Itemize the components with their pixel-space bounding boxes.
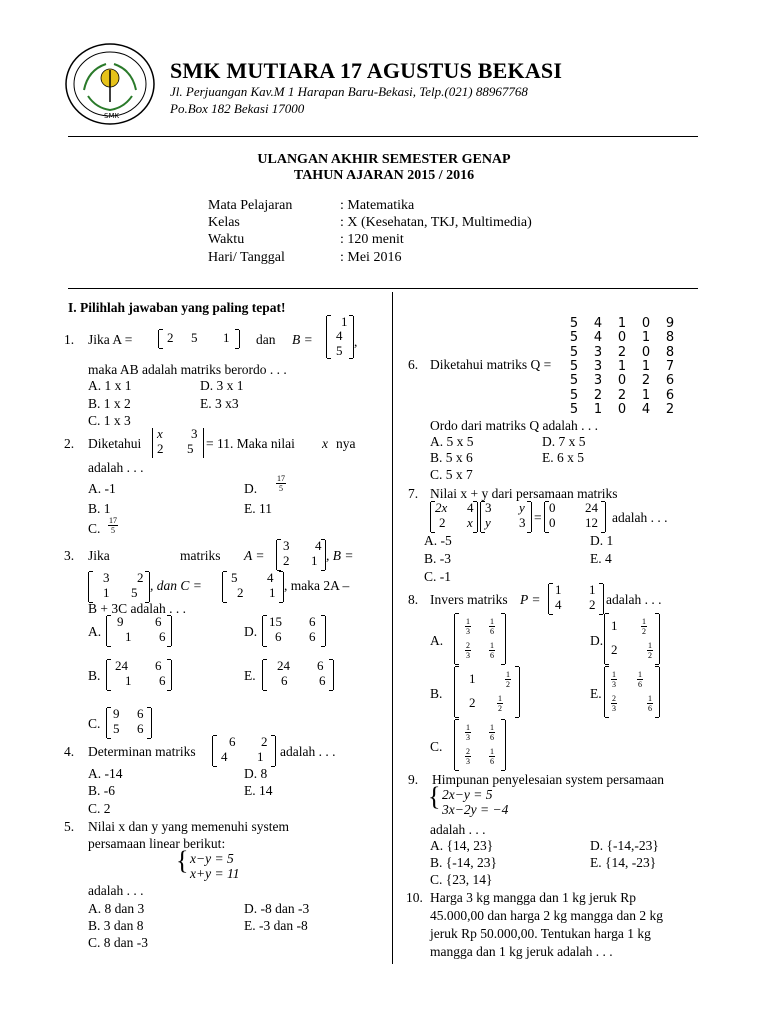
option-e[interactable]: E. 6 x 5 <box>542 450 584 465</box>
option-b[interactable]: B. -3 <box>424 551 451 566</box>
q2-text-d: nya <box>336 436 356 451</box>
q3-line3: B + 3C adalah . . . <box>88 601 186 616</box>
matrix-cell: 5 <box>336 343 343 358</box>
matrix-cell: 0 <box>641 344 651 360</box>
matrix-cell: 1 <box>589 582 596 597</box>
option-d[interactable]: D. <box>244 481 258 496</box>
matrix-cell: 6 <box>665 387 675 403</box>
fraction: $\frac{1}{6}$ <box>490 723 494 742</box>
matrix-cell: 0 <box>641 316 651 331</box>
q6-line2: Ordo dari matriks Q adalah . . . <box>430 418 598 433</box>
option-a[interactable]: A. 1 x 1 <box>88 378 132 393</box>
fraction: $\frac{1}{6}$ <box>648 694 652 713</box>
option-d[interactable]: D. 1 <box>590 533 614 548</box>
option-d[interactable]: D. -8 dan -3 <box>244 901 310 916</box>
matrix-option-b <box>454 667 520 717</box>
option-a[interactable]: A. 5 x 5 <box>430 434 474 449</box>
fraction: $\frac{1}{3}$ <box>612 670 616 689</box>
q5-line2: persamaan linear berikut: <box>88 836 226 851</box>
q4-text-b: adalah . . . <box>280 744 336 759</box>
info-label: Kelas <box>208 215 240 230</box>
option-c[interactable]: C. 8 dan -3 <box>88 935 148 950</box>
q8-text-a: Invers matriks <box>430 592 508 607</box>
question-number: 2. <box>64 436 75 451</box>
equation: x−y = 5 <box>190 851 234 866</box>
matrix-cell: 1 <box>641 330 651 346</box>
matrix-cell: 1 <box>611 618 618 633</box>
fraction: $\frac{1}{2}$ <box>648 641 652 660</box>
matrix-cell: 6 <box>309 614 316 629</box>
matrix-cell: 4 <box>267 570 274 585</box>
option-b[interactable]: B. 1 x 2 <box>88 396 131 411</box>
matrix-cell: 5 <box>569 387 579 403</box>
matrix-cell: 3 <box>485 500 492 515</box>
matrix-cell: 4 <box>336 328 343 343</box>
option-b[interactable]: B. {-14, 23} <box>430 855 497 870</box>
matrix-cell: 3 <box>593 344 603 360</box>
matrix-option-d <box>262 616 326 646</box>
matrix-cell: 5 <box>569 316 579 331</box>
fraction: $\frac{2}{3}$ <box>466 641 470 660</box>
matrix-cell: 2 <box>137 570 144 585</box>
option-c[interactable]: C. <box>88 716 101 731</box>
option-d[interactable]: D. 3 x 1 <box>200 378 244 393</box>
matrix-cell: 1 <box>125 673 132 688</box>
q3-text-d: , B = <box>326 548 354 563</box>
denominator: 5 <box>111 526 115 535</box>
question-number: 7. <box>408 486 419 501</box>
option-d[interactable]: D. {-14,-23} <box>590 838 659 853</box>
q1-text-c: B = <box>292 332 313 347</box>
option-e[interactable]: E. -3 dan -8 <box>244 918 308 933</box>
fraction: $\frac{1}{6}$ <box>490 747 494 766</box>
fraction: $\frac{1}{2}$ <box>506 670 510 689</box>
matrix-cell: 6 <box>281 673 288 688</box>
matrix-cell: x <box>467 515 473 530</box>
matrix-cell: 5 <box>569 344 579 360</box>
option-b[interactable]: B. 1 <box>88 501 111 516</box>
option-c[interactable]: C. -1 <box>424 569 451 584</box>
matrix-cell: 1 <box>103 585 110 600</box>
matrix-cell: y <box>485 515 491 530</box>
matrix-cell: 5 <box>191 330 198 345</box>
matrix-option-c <box>106 708 152 738</box>
q2-line2: adalah . . . <box>88 460 144 475</box>
matrix-a <box>276 540 326 570</box>
option-c[interactable]: C. {23, 14} <box>430 872 493 887</box>
option-a[interactable]: A. <box>430 633 444 648</box>
option-e[interactable]: E. 3 x3 <box>200 396 239 411</box>
option-a[interactable]: A. {14, 23} <box>430 838 494 853</box>
matrix-cell: 1 <box>641 387 651 403</box>
option-b[interactable]: B. <box>88 668 101 683</box>
q10-line: mangga dan 1 kg jeruk adalah . . . <box>430 944 613 959</box>
matrix-cell: 6 <box>309 629 316 644</box>
matrix-cell: 6 <box>319 673 326 688</box>
fraction: $\frac{1}{2}$ <box>498 694 502 713</box>
option-b[interactable]: B. 5 x 6 <box>430 450 473 465</box>
option-e[interactable]: E. <box>590 686 602 701</box>
fraction: $\frac{1}{2}$ <box>642 617 646 636</box>
matrix-cell: 2 <box>469 695 476 710</box>
option-d[interactable]: D. 8 <box>244 766 268 781</box>
matrix-cell: 2 <box>593 387 603 403</box>
equation: 3x−2y = −4 <box>442 802 509 817</box>
matrix-cell: 5 <box>569 330 579 346</box>
matrix-cell: 2 <box>641 373 651 389</box>
matrix-cell: 2 <box>157 441 164 456</box>
matrix-cell: 24 <box>585 500 598 515</box>
matrix-q <box>568 316 688 416</box>
q3-text-a: Jika <box>88 548 110 563</box>
matrix-a <box>158 330 240 348</box>
matrix-cell: 0 <box>617 401 627 417</box>
section-heading: I. Pilihlah jawaban yang paling tepat! <box>68 300 286 315</box>
matrix-c <box>222 572 284 602</box>
matrix-cell: 1 <box>341 314 348 329</box>
matrix-cell: 5 <box>569 358 579 374</box>
q1-line2: maka AB adalah matriks berordo . . . <box>88 362 287 377</box>
option-b[interactable]: B. -6 <box>88 783 115 798</box>
question-number: 6. <box>408 357 419 372</box>
matrix-cell: 6 <box>155 614 162 629</box>
info-label: Waktu <box>208 232 245 247</box>
option-a[interactable]: A. -14 <box>88 766 123 781</box>
q3-text-f: , maka 2A – <box>284 578 350 593</box>
matrix-cell: 0 <box>549 515 556 530</box>
exam-year: TAHUN AJARAN 2015 / 2016 <box>293 168 475 183</box>
option-e[interactable]: E. 11 <box>244 501 272 516</box>
matrix-cell: 6 <box>137 706 144 721</box>
section-divider <box>68 288 698 289</box>
option-a[interactable]: A. -1 <box>88 481 116 496</box>
matrix-cell: 4 <box>593 330 603 346</box>
matrix-cell: 6 <box>159 629 166 644</box>
q7-line1: Nilai x + y dari persamaan matriks <box>430 486 618 501</box>
equation: 2x−y = 5 <box>442 787 493 802</box>
matrix-cell: 3 <box>519 515 526 530</box>
matrix-cell: 8 <box>665 330 675 346</box>
option-d[interactable]: D. 7 x 5 <box>542 434 586 449</box>
question-number: 8. <box>408 592 419 607</box>
q1-text-b: dan <box>256 332 276 347</box>
matrix-2 <box>480 502 532 532</box>
option-c[interactable]: C. 2 <box>88 801 111 816</box>
question-number: 10. <box>406 890 423 905</box>
info-value: : X (Kesehatan, TKJ, Multimedia) <box>340 215 532 230</box>
matrix-cell: 2 <box>439 515 446 530</box>
matrix-cell: 1 <box>269 585 276 600</box>
header-divider <box>68 136 698 137</box>
equation: x+y = 11 <box>190 866 240 881</box>
matrix-cell: 1 <box>223 330 230 345</box>
fraction <box>276 474 286 493</box>
info-label: Mata Pelajaran <box>208 198 293 213</box>
q3-text-b: matriks <box>180 548 221 563</box>
numerator: 17 <box>109 516 117 525</box>
matrix-cell: 5 <box>113 721 120 736</box>
option-c[interactable]: C. 1 x 3 <box>88 413 131 428</box>
matrix-cell: 0 <box>617 330 627 346</box>
matrix-cell: 1 <box>469 671 476 686</box>
matrix-cell: 1 <box>617 358 627 374</box>
q8-text-b: adalah . . . <box>606 592 662 607</box>
brace-icon: { <box>176 846 189 875</box>
q9-line2: adalah . . . <box>430 822 486 837</box>
option-c[interactable]: C. 5 x 7 <box>430 467 473 482</box>
question-number: 9. <box>408 772 419 787</box>
matrix-cell: 3 <box>103 570 110 585</box>
matrix-option-a <box>106 616 172 646</box>
option-b[interactable]: B. <box>430 686 443 701</box>
fraction: $\frac{2}{3}$ <box>612 694 616 713</box>
matrix-option-d <box>604 614 660 664</box>
fraction: $\frac{1}{3}$ <box>466 617 470 636</box>
matrix-cell: 4 <box>555 597 562 612</box>
option-e[interactable]: E. 4 <box>590 551 612 566</box>
q5-line1: Nilai x dan y yang memenuhi system <box>88 819 289 834</box>
info-value: : Mei 2016 <box>340 250 402 265</box>
equals-sign: = <box>534 510 542 525</box>
option-a[interactable]: A. 8 dan 3 <box>88 901 145 916</box>
matrix-cell: 6 <box>229 734 236 749</box>
option-c[interactable]: C. <box>430 739 443 754</box>
matrix-cell: 6 <box>665 373 675 389</box>
info-label: Hari/ Tanggal <box>208 250 285 265</box>
matrix-cell: 2 <box>283 553 290 568</box>
determinant <box>152 428 204 458</box>
matrix-1 <box>430 502 478 532</box>
matrix-cell: 9 <box>117 614 124 629</box>
info-value: : 120 menit <box>340 232 404 247</box>
matrix-cell: 2 <box>617 344 627 360</box>
matrix-cell: 3 <box>283 538 290 553</box>
matrix-cell: 0 <box>549 500 556 515</box>
matrix-cell: 1 <box>257 749 264 764</box>
matrix-option-b <box>106 660 172 690</box>
matrix-cell: y <box>519 500 525 515</box>
matrix-cell: 9 <box>665 316 675 331</box>
matrix-cell: 5 <box>187 441 194 456</box>
school-logo <box>62 40 162 130</box>
q3-text-c: A = <box>244 548 265 563</box>
matrix-cell: 0 <box>617 373 627 389</box>
q8-p: P = <box>520 592 541 607</box>
matrix-cell: 12 <box>585 515 598 530</box>
matrix-cell: 6 <box>137 721 144 736</box>
matrix-cell: 2x <box>435 500 448 515</box>
matrix-option-c <box>454 720 506 770</box>
exam-title: ULANGAN AKHIR SEMESTER GENAP <box>257 152 511 167</box>
matrix-cell: 1 <box>641 358 651 374</box>
matrix-cell: 3 <box>593 358 603 374</box>
matrix-b <box>88 572 150 602</box>
q2-text-b: = 11. Maka nilai <box>206 436 295 451</box>
matrix-cell: 3 <box>191 426 198 441</box>
q1-text-a: Jika A = <box>88 332 133 347</box>
matrix-option-e <box>604 667 660 717</box>
q7-text-b: adalah . . . <box>612 510 668 525</box>
option-e[interactable]: E. <box>244 668 256 683</box>
question-number: 1. <box>64 332 75 347</box>
denominator: 5 <box>279 484 283 493</box>
matrix-cell: 8 <box>665 344 675 360</box>
matrix-cell: 2 <box>665 401 675 417</box>
matrix-cell: 1 <box>617 316 627 331</box>
matrix-option-a <box>454 614 506 664</box>
matrix-cell: 6 <box>317 658 324 673</box>
q3-text-e: , dan C = <box>150 578 202 593</box>
option-e[interactable]: E. 14 <box>244 783 273 798</box>
matrix-cell: 6 <box>159 673 166 688</box>
matrix-cell: 3 <box>593 373 603 389</box>
q2-text-a: Diketahui <box>88 436 142 451</box>
matrix-cell: x <box>157 426 163 441</box>
option-a[interactable]: A. -5 <box>424 533 452 548</box>
matrix-option-e <box>262 660 334 690</box>
matrix-cell: 24 <box>115 658 128 673</box>
matrix-cell: 6 <box>155 658 162 673</box>
question-number: 5. <box>64 819 75 834</box>
q9-line1: Himpunan penyelesaian system persamaan <box>432 772 665 787</box>
q10-line: jeruk Rp 50.000,00. Tentukan harga 1 kg <box>430 926 651 941</box>
option-c[interactable]: C. <box>88 521 101 536</box>
q10-line: Harga 3 kg mangga dan 1 kg jeruk Rp <box>430 890 636 905</box>
matrix-cell: 5 <box>231 570 238 585</box>
matrix-cell: 1 <box>311 553 318 568</box>
matrix-cell: 24 <box>277 658 290 673</box>
option-d[interactable]: D. <box>244 624 258 639</box>
option-d[interactable]: D. <box>590 633 604 648</box>
school-pobox: Po.Box 182 Bekasi 17000 <box>170 101 305 116</box>
matrix-cell: 15 <box>269 614 282 629</box>
matrix-cell: 4 <box>467 500 474 515</box>
matrix-cell: 1 <box>555 582 562 597</box>
matrix-cell: 1 <box>125 629 132 644</box>
matrix-cell: 4 <box>593 316 603 331</box>
matrix-p <box>548 584 604 614</box>
question-number: 4. <box>64 744 75 759</box>
numerator: 17 <box>277 474 285 483</box>
fraction: $\frac{1}{6}$ <box>638 670 642 689</box>
matrix-cell: 4 <box>221 749 228 764</box>
school-name: SMK MUTIARA 17 AGUSTUS BEKASI <box>170 58 563 83</box>
q4-text-a: Determinan matriks <box>88 744 196 759</box>
column-divider <box>392 292 393 964</box>
matrix-cell: 2 <box>617 387 627 403</box>
matrix-cell: 7 <box>665 358 675 374</box>
matrix-cell: 5 <box>569 373 579 389</box>
matrix-3 <box>544 502 606 532</box>
matrix-cell: 4 <box>641 401 651 417</box>
fraction: $\frac{1}{6}$ <box>490 617 494 636</box>
matrix-cell: 5 <box>131 585 138 600</box>
info-value: : Matematika <box>340 198 415 213</box>
q1-text-d: , <box>354 334 358 349</box>
fraction <box>108 516 118 535</box>
fraction: $\frac{1}{3}$ <box>466 723 470 742</box>
option-b[interactable]: B. 3 dan 8 <box>88 918 144 933</box>
matrix-cell: 2 <box>589 597 596 612</box>
matrix-cell: 2 <box>611 642 618 657</box>
matrix-cell: 1 <box>593 401 603 417</box>
matrix-cell: 2 <box>237 585 244 600</box>
q10-line: 45.000,00 dan harga 2 kg mangga dan 2 kg <box>430 908 663 923</box>
matrix <box>212 736 276 766</box>
brace-icon: { <box>428 782 441 811</box>
option-a[interactable]: A. <box>88 624 102 639</box>
school-address: Jl. Perjuangan Kav.M 1 Harapan Baru-Bekasi, Telp.(021) 88967768 <box>170 84 528 99</box>
matrix-cell: 2 <box>167 330 174 345</box>
question-number: 3. <box>64 548 75 563</box>
matrix-cell: 2 <box>261 734 268 749</box>
fraction: $\frac{1}{6}$ <box>490 641 494 660</box>
q5-line3: adalah . . . <box>88 883 144 898</box>
matrix-cell: 9 <box>113 706 120 721</box>
matrix-cell: 5 <box>569 401 579 417</box>
option-e[interactable]: E. {14, -23} <box>590 855 657 870</box>
q2-var: x <box>322 436 328 451</box>
svg-text:SMK: SMK <box>104 112 120 120</box>
matrix-cell: 4 <box>315 538 322 553</box>
matrix-b <box>326 316 354 358</box>
matrix-cell: 6 <box>275 629 282 644</box>
q6-text-a: Diketahui matriks Q = <box>430 357 552 372</box>
fraction: $\frac{2}{3}$ <box>466 747 470 766</box>
